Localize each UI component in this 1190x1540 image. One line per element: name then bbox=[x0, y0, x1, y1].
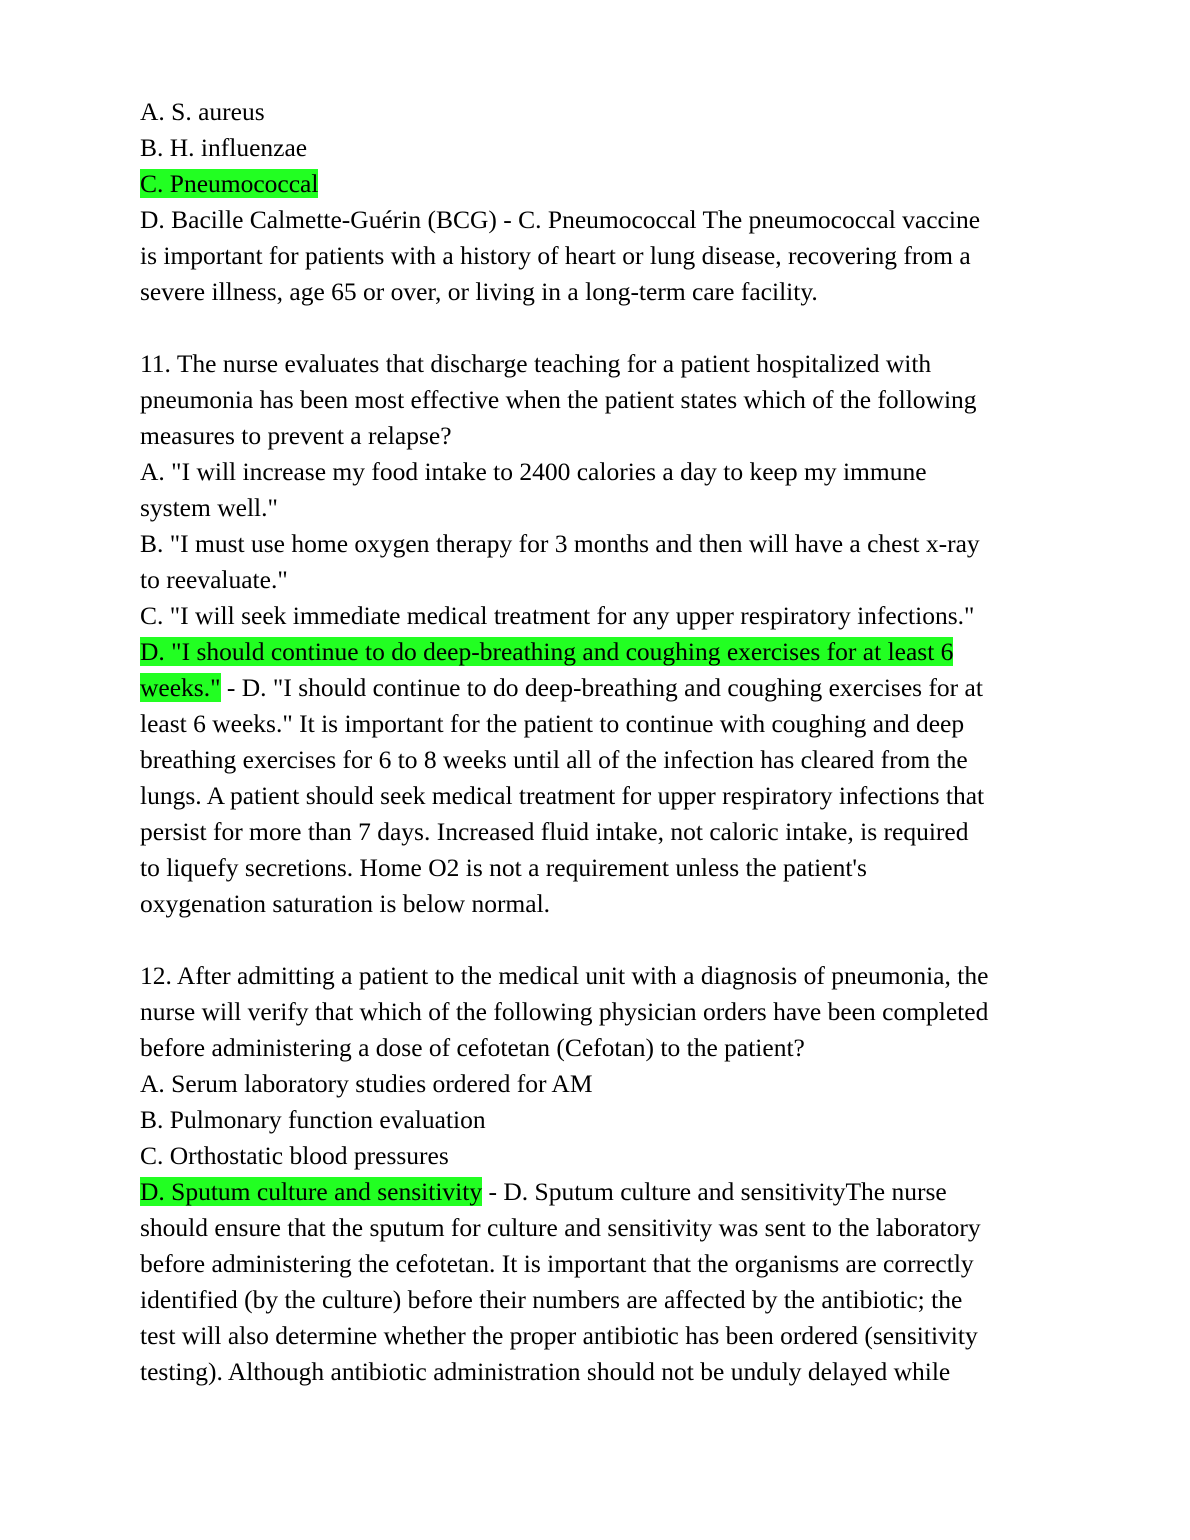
q10-option-b: B. H. influenzae bbox=[140, 133, 308, 162]
q11-option-d-row bbox=[140, 634, 1050, 670]
q11-option-b-cont: to reevaluate." bbox=[140, 565, 288, 594]
q12-option-c: C. Orthostatic blood pressures bbox=[140, 1141, 449, 1170]
q12-explanation-line: testing). Although antibiotic administration should not be unduly delayed while bbox=[140, 1357, 951, 1386]
q12-explanation-line: before administering the cefotetan. It is important that the organisms are correctly bbox=[140, 1249, 974, 1278]
q11-explanation-line: persist for more than 7 days. Increased fluid intake, not caloric intake, is required bbox=[140, 817, 969, 846]
q11-stem-line: pneumonia has been most effective when the patient states which of the following bbox=[140, 385, 977, 414]
q11-answer-restated: - D. "I should continue to do deep-breathing and coughing exercises for at bbox=[220, 673, 983, 702]
q10-option-c-row bbox=[140, 166, 1050, 202]
q11-explanation-line: oxygenation saturation is below normal. bbox=[140, 889, 551, 918]
q11-explanation-line: to liquefy secretions. Home O2 is not a requirement unless the patient's bbox=[140, 853, 867, 882]
q12-option-d-highlighted-answer: D. Sputum culture and sensitivity bbox=[140, 1177, 483, 1206]
q12-explanation-line: test will also determine whether the proper antibiotic has been ordered (sensitivity bbox=[140, 1321, 978, 1350]
q12-explanation-line: should ensure that the sputum for culture and sensitivity was sent to the laboratory bbox=[140, 1213, 981, 1242]
q10-explanation-line: is important for patients with a history of heart or lung disease, recovering from a bbox=[140, 241, 971, 270]
q12-answer-restated: - D. Sputum culture and sensitivityThe nurse bbox=[482, 1177, 947, 1206]
q11-option-d-highlighted-answer-cont: weeks." bbox=[140, 673, 221, 702]
document-page bbox=[140, 94, 1050, 1390]
q10-option-a: A. S. aureus bbox=[140, 97, 265, 126]
q11-option-c: C. "I will seek immediate medical treatment for any upper respiratory infections." bbox=[140, 601, 975, 630]
q11-option-b: B. "I must use home oxygen therapy for 3 months and then will have a chest x-ray bbox=[140, 529, 980, 558]
paragraph-gap bbox=[140, 310, 1050, 346]
q11-option-d-highlighted-answer: D. "I should continue to do deep-breathing and coughing exercises for at least 6 bbox=[140, 637, 954, 666]
q12-stem-line: nurse will verify that which of the following physician orders have been completed bbox=[140, 997, 989, 1026]
q11-explanation-line: lungs. A patient should seek medical treatment for upper respiratory infections that bbox=[140, 781, 985, 810]
q12-option-a: A. Serum laboratory studies ordered for AM bbox=[140, 1069, 593, 1098]
q11-option-a-cont: system well." bbox=[140, 493, 278, 522]
q11-stem-line: measures to prevent a relapse? bbox=[140, 421, 452, 450]
q12-option-b: B. Pulmonary function evaluation bbox=[140, 1105, 486, 1134]
q12-stem-line: before administering a dose of cefotetan (Cefotan) to the patient? bbox=[140, 1033, 805, 1062]
q11-option-a: A. "I will increase my food intake to 2400 calories a day to keep my immune bbox=[140, 457, 927, 486]
q12-option-d-row bbox=[140, 1174, 1050, 1210]
q10-explanation-line: severe illness, age 65 or over, or living in a long-term care facility. bbox=[140, 277, 818, 306]
q11-explanation-line: least 6 weeks." It is important for the patient to continue with coughing and deep bbox=[140, 709, 965, 738]
q11-stem-line: 11. The nurse evaluates that discharge teaching for a patient hospitalized with bbox=[140, 349, 932, 378]
q10-option-d: D. Bacille Calmette-Guérin (BCG) - C. Pneumococcal The pneumococcal vaccine bbox=[140, 205, 981, 234]
q12-explanation-line: identified (by the culture) before their numbers are affected by the antibiotic; the bbox=[140, 1285, 963, 1314]
q11-explanation-line: breathing exercises for 6 to 8 weeks until all of the infection has cleared from the bbox=[140, 745, 968, 774]
q10-option-c-highlighted-answer: C. Pneumococcal bbox=[140, 169, 319, 198]
paragraph-gap bbox=[140, 922, 1050, 958]
q11-option-d-cont-row bbox=[140, 670, 1050, 706]
q12-stem-line: 12. After admitting a patient to the medical unit with a diagnosis of pneumonia, the bbox=[140, 961, 989, 990]
